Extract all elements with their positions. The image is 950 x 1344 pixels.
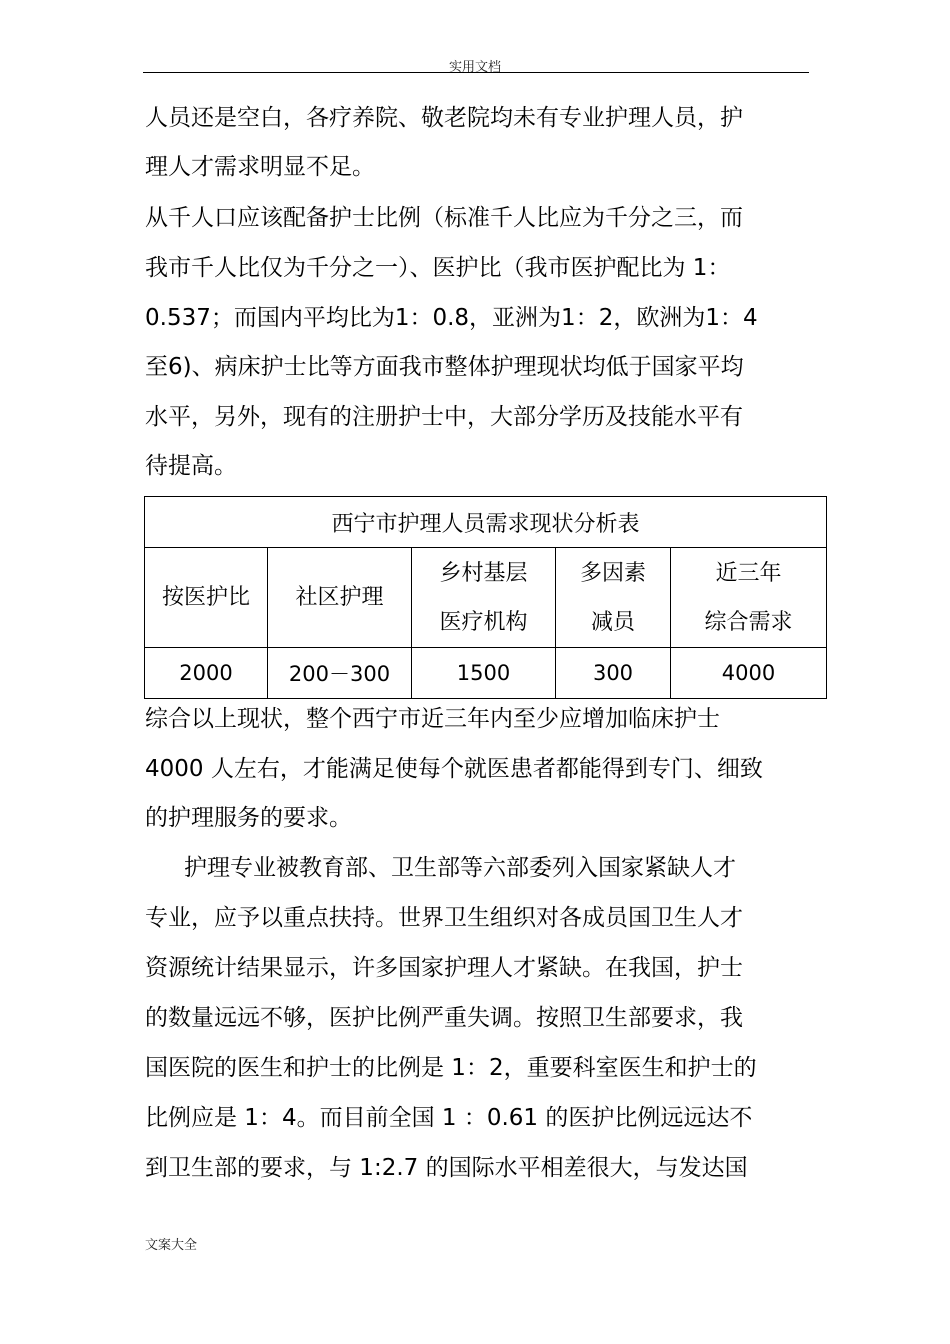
text-line: 资源统计结果显示，许多国家护理人才紧缺。在我国，护士 bbox=[145, 955, 743, 981]
text-line: 0.537；而国内平均比为1：0.8，亚洲为1：2，欧洲为1：4 bbox=[145, 305, 758, 331]
table-cell: 4000 bbox=[671, 648, 827, 699]
page-footer: 文案大全 bbox=[145, 1238, 198, 1253]
table-header-cell: 乡村基层 医疗机构 bbox=[412, 548, 556, 648]
text-line: 我市千人比仅为千分之一）、医护比（我市医护配比为 1： bbox=[145, 255, 731, 281]
text-line: 从千人口应该配备护士比例（标准千人比应为千分之三，而 bbox=[145, 205, 743, 231]
table-header-cell: 社区护理 bbox=[268, 548, 412, 648]
table-cell: 200－300 bbox=[268, 648, 412, 699]
text-line: 理人才需求明显不足。 bbox=[145, 154, 375, 180]
table-header-cell: 近三年 综合需求 bbox=[671, 548, 827, 648]
table-row bbox=[145, 648, 827, 699]
table-cell: 300 bbox=[556, 648, 671, 699]
header-divider bbox=[143, 72, 809, 73]
table-caption: 西宁市护理人员需求现状分析表 bbox=[145, 497, 827, 548]
text-line: 人员还是空白，各疗养院、敬老院均未有专业护理人员，护 bbox=[145, 105, 743, 131]
table-header-cell: 多因素 减员 bbox=[556, 548, 671, 648]
text-line: 4000 人左右，才能满足使每个就医患者都能得到专门、细致 bbox=[145, 756, 763, 782]
text-line: 到卫生部的要求，与 1:2.7 的国际水平相差很大，与发达国 bbox=[145, 1155, 748, 1181]
text-line: 专业，应予以重点扶持。世界卫生组织对各成员国卫生人才 bbox=[145, 905, 743, 931]
text-line: 至6)、病床护士比等方面我市整体护理现状均低于国家平均 bbox=[145, 354, 744, 380]
table-caption-row bbox=[145, 497, 827, 548]
text-line: 护理专业被教育部、卫生部等六部委列入国家紧缺人才 bbox=[184, 855, 736, 881]
table-cell: 2000 bbox=[145, 648, 268, 699]
text-line: 国医院的医生和护士的比例是 1：2，重要科室医生和护士的 bbox=[145, 1055, 757, 1081]
text-line: 比例应是 1：4。而目前全国 1 ：0.61 的医护比例远远达不 bbox=[145, 1105, 753, 1131]
text-line: 综合以上现状，整个西宁市近三年内至少应增加临床护士 bbox=[145, 706, 720, 732]
text-line: 待提高。 bbox=[145, 453, 237, 479]
table-header-row bbox=[145, 548, 827, 648]
table-header-cell: 按医护比 bbox=[145, 548, 268, 648]
nursing-demand-table bbox=[144, 496, 827, 699]
page-header: 实用文档 bbox=[448, 60, 501, 75]
table-cell: 1500 bbox=[412, 648, 556, 699]
text-line: 的数量远远不够，医护比例严重失调。按照卫生部要求，我 bbox=[145, 1005, 743, 1031]
text-line: 的护理服务的要求。 bbox=[145, 805, 352, 831]
text-line: 水平，另外，现有的注册护士中，大部分学历及技能水平有 bbox=[145, 404, 743, 430]
